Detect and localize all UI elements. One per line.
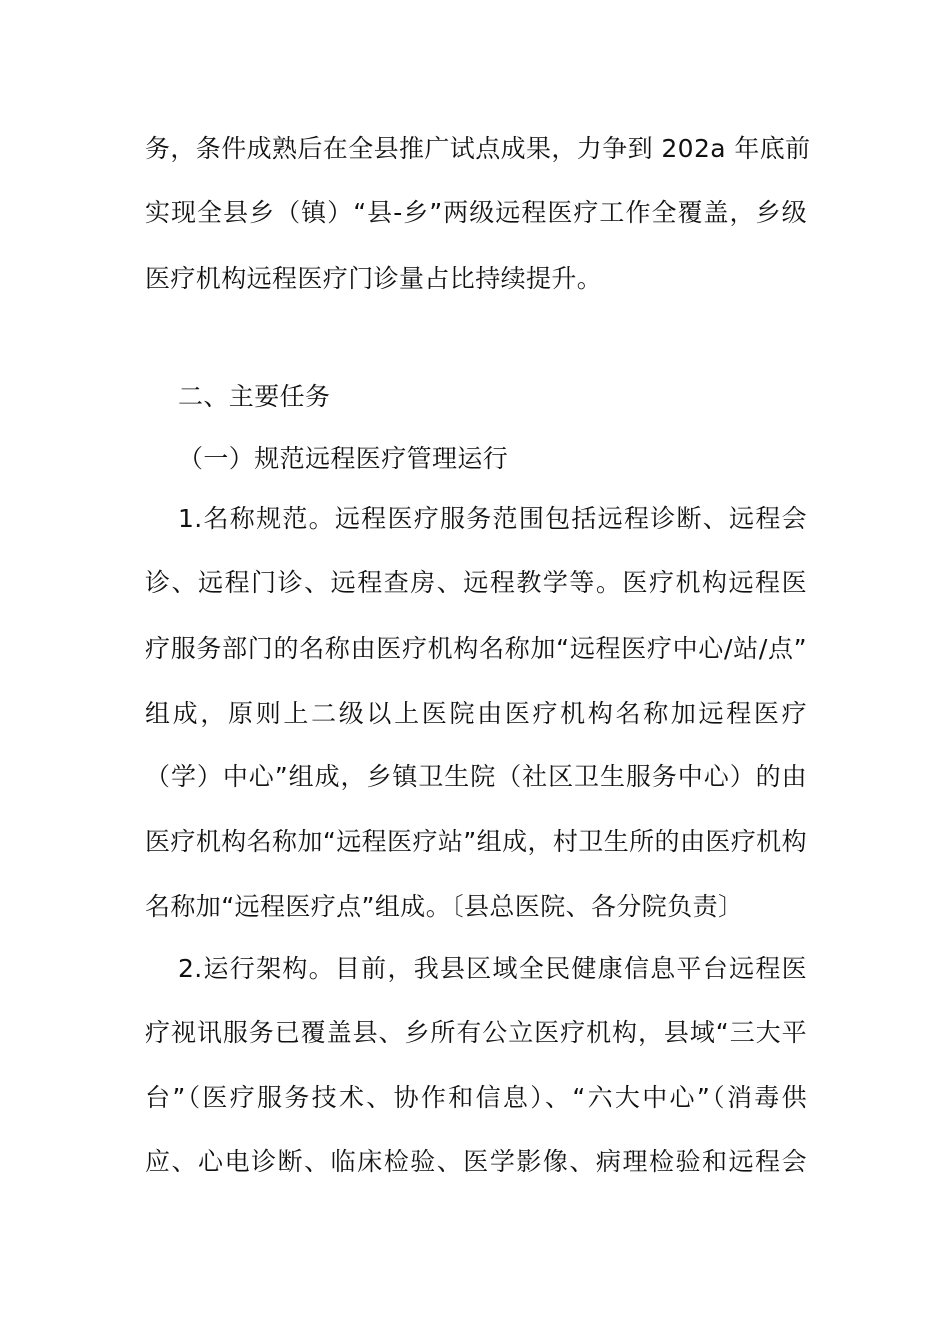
body-line-5: 诊、远程门诊、远程查房、远程教学等。医疗机构远程医 <box>145 568 807 597</box>
body-line-7: 组成，原则上二级以上医院由医疗机构名称加远程医疗 <box>145 699 807 728</box>
body-line-8: （学）中心”组成，乡镇卫生院（社区卫生服务中心）的由 <box>145 762 807 791</box>
body-line-11: 2.运行架构。目前，我县区域全民健康信息平台远程医 <box>178 954 807 983</box>
body-line-12: 疗视讯服务已覆盖县、乡所有公立医疗机构，县域“三大平 <box>145 1018 807 1047</box>
subsection-heading: （一）规范远程医疗管理运行 <box>178 444 509 473</box>
body-line-3: 医疗机构远程医疗门诊量占比持续提升。 <box>145 264 603 293</box>
body-line-6: 疗服务部门的名称由医疗机构名称加“远程医疗中心/站/点” <box>145 634 807 663</box>
body-line-4: 1.名称规范。远程医疗服务范围包括远程诊断、远程会 <box>178 504 807 533</box>
section-heading: 二、主要任务 <box>178 382 331 411</box>
body-line-1: 务，条件成熟后在全县推广试点成果，力争到 202a 年底前 <box>145 134 811 163</box>
body-line-9: 医疗机构名称加“远程医疗站”组成，村卫生所的由医疗机构 <box>145 827 807 856</box>
body-line-10: 名称加“远程医疗点”组成。〔县总医院、各分院负责〕 <box>145 892 744 921</box>
body-line-14: 应、心电诊断、临床检验、医学影像、病理检验和远程会 <box>145 1147 807 1176</box>
body-line-13: 台”（医疗服务技术、协作和信息）、“六大中心”（消毒供 <box>145 1083 807 1112</box>
body-line-2: 实现全县乡（镇）“县-乡”两级远程医疗工作全覆盖，乡级 <box>145 198 807 227</box>
